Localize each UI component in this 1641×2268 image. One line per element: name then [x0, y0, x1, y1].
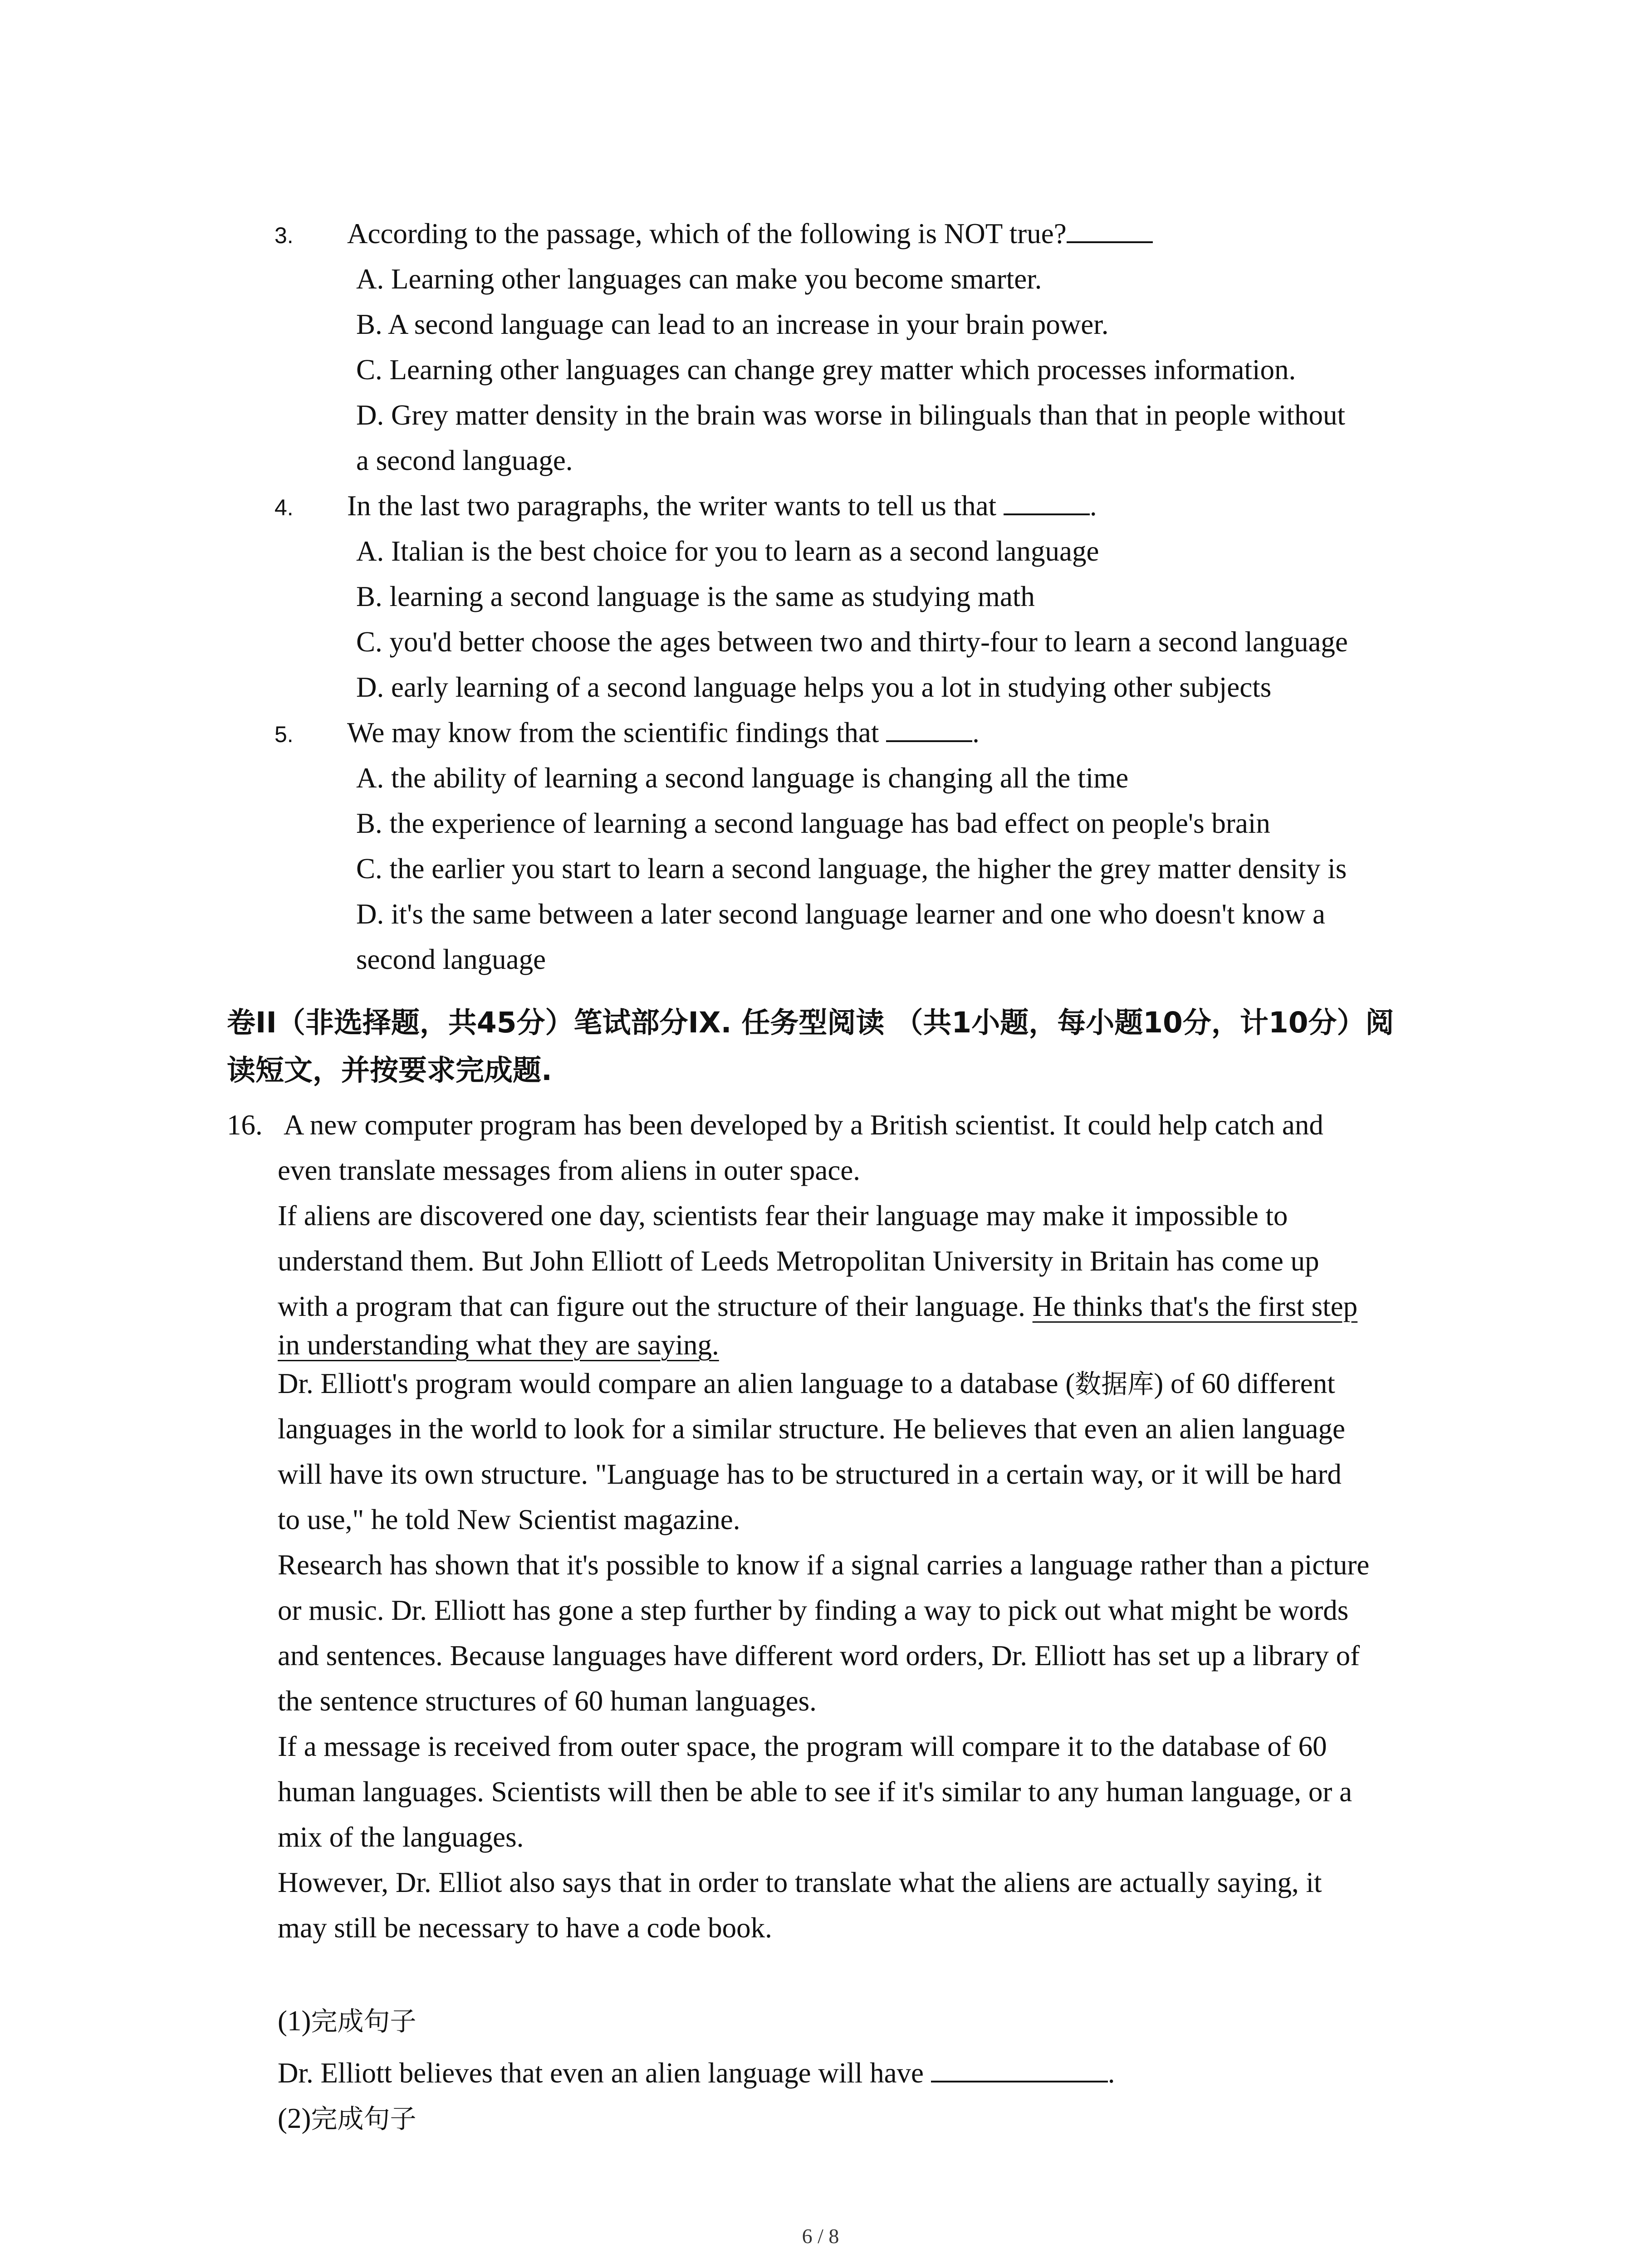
option-d: D. early learning of a second language helps you a lot in studying other subjects: [356, 671, 1272, 703]
answer-blank: [886, 740, 972, 742]
option-c: C. you'd better choose the ages between two and thirty-four to learn a second language: [356, 626, 1348, 658]
question-4-stem: In the last two paragraphs, the writer wants to tell us that .: [347, 490, 1097, 522]
chinese-gloss: 数据库: [1075, 1369, 1154, 1399]
question-5: [274, 714, 294, 751]
question-number: 4.: [274, 495, 294, 520]
passage-line: or music. Dr. Elliott has gone a step further by finding a way to pick out what might be words: [278, 1594, 1349, 1626]
question-number: 3.: [274, 223, 294, 248]
passage-line: even translate messages from aliens in outer space.: [278, 1154, 861, 1186]
passage-line: the sentence structures of 60 human languages.: [278, 1685, 817, 1717]
answer-blank: [1067, 241, 1153, 243]
option-d-continued: a second language.: [356, 445, 573, 476]
answer-blank: [1004, 513, 1090, 515]
passage-line: languages in the world to look for a similar structure. He believes that even an alien language: [278, 1413, 1345, 1445]
question-4: [274, 488, 294, 524]
passage-line: human languages. Scientists will then be able to see if it's similar to any human language, or a: [278, 1776, 1352, 1808]
option-a: A. Italian is the best choice for you to learn as a second language: [356, 535, 1099, 567]
passage-line: mix of the languages.: [278, 1821, 524, 1853]
underlined-sentence: He thinks that's the first step: [1032, 1290, 1358, 1322]
option-b: B. the experience of learning a second language has bad effect on people's brain: [356, 807, 1270, 839]
option-d: D. it's the same between a later second language learner and one who doesn't know a: [356, 898, 1325, 930]
passage-line: [278, 1327, 719, 1363]
passage-line: understand them. But John Elliott of Leeds Metropolitan University in Britain has come up: [278, 1245, 1319, 1277]
task-2-label: (2)完成句子: [278, 2102, 416, 2134]
question-5-stem: We may know from the scientific findings that .: [347, 717, 980, 748]
question-3: [274, 215, 294, 252]
passage-line: However, Dr. Elliot also says that in order to translate what the aliens are actually saying, it: [278, 1867, 1322, 1898]
passage-line: Research has shown that it's possible to know if a signal carries a language rather than a picture: [278, 1549, 1370, 1581]
passage-line: If a message is received from outer space, the program will compare it to the database of 60: [278, 1730, 1327, 1762]
passage-line: to use," he told New Scientist magazine.: [278, 1504, 740, 1535]
answer-blank[interactable]: [931, 2081, 1108, 2082]
option-c: C. the earlier you start to learn a second language, the higher the grey matter density is: [356, 853, 1347, 885]
question-number: 5.: [274, 722, 294, 747]
option-a: A. Learning other languages can make you become smarter.: [356, 263, 1042, 295]
passage-line: may still be necessary to have a code book.: [278, 1912, 772, 1944]
option-b: B. learning a second language is the same as studying math: [356, 581, 1035, 612]
passage-line: A new computer program has been developed by a British scientist. It could help catch and: [284, 1109, 1323, 1141]
section-heading-line-1: 卷II（非选择题，共45分）笔试部分IX. 任务型阅读 （共1小题，每小题10分，计10分）阅: [227, 1006, 1394, 1039]
option-c: C. Learning other languages can change grey matter which processes information.: [356, 354, 1296, 386]
passage-line: If aliens are discovered one day, scientists fear their language may make it impossible to: [278, 1200, 1288, 1232]
passage-line: with a program that can figure out the structure of their language. He thinks that's the first step: [278, 1290, 1358, 1322]
option-b: B. A second language can lead to an increase in your brain power.: [356, 308, 1109, 340]
passage-line: and sentences. Because languages have different word orders, Dr. Elliott has set up a library of: [278, 1640, 1360, 1672]
question-3-stem: According to the passage, which of the following is NOT true?: [347, 215, 1153, 252]
task-1-sentence: Dr. Elliott believes that even an alien language will have .: [278, 2057, 1115, 2089]
passage-line: Dr. Elliott's program would compare an alien language to a database (数据库) of 60 different: [278, 1368, 1335, 1399]
task-1-label: (1)完成句子: [278, 2005, 416, 2037]
section-heading-line-2: 读短文，并按要求完成题.: [227, 1054, 552, 1087]
passage-number: 16.: [227, 1109, 263, 1141]
option-a: A. the ability of learning a second language is changing all the time: [356, 762, 1129, 794]
underlined-sentence: in understanding what they are saying.: [278, 1329, 719, 1361]
page-number: 6 / 8: [802, 2224, 839, 2248]
passage-line: will have its own structure. "Language has to be structured in a certain way, or it will be hard: [278, 1458, 1342, 1490]
option-d: D. Grey matter density in the brain was worse in bilinguals than that in people without: [356, 399, 1346, 431]
option-d-continued: second language: [356, 943, 546, 975]
